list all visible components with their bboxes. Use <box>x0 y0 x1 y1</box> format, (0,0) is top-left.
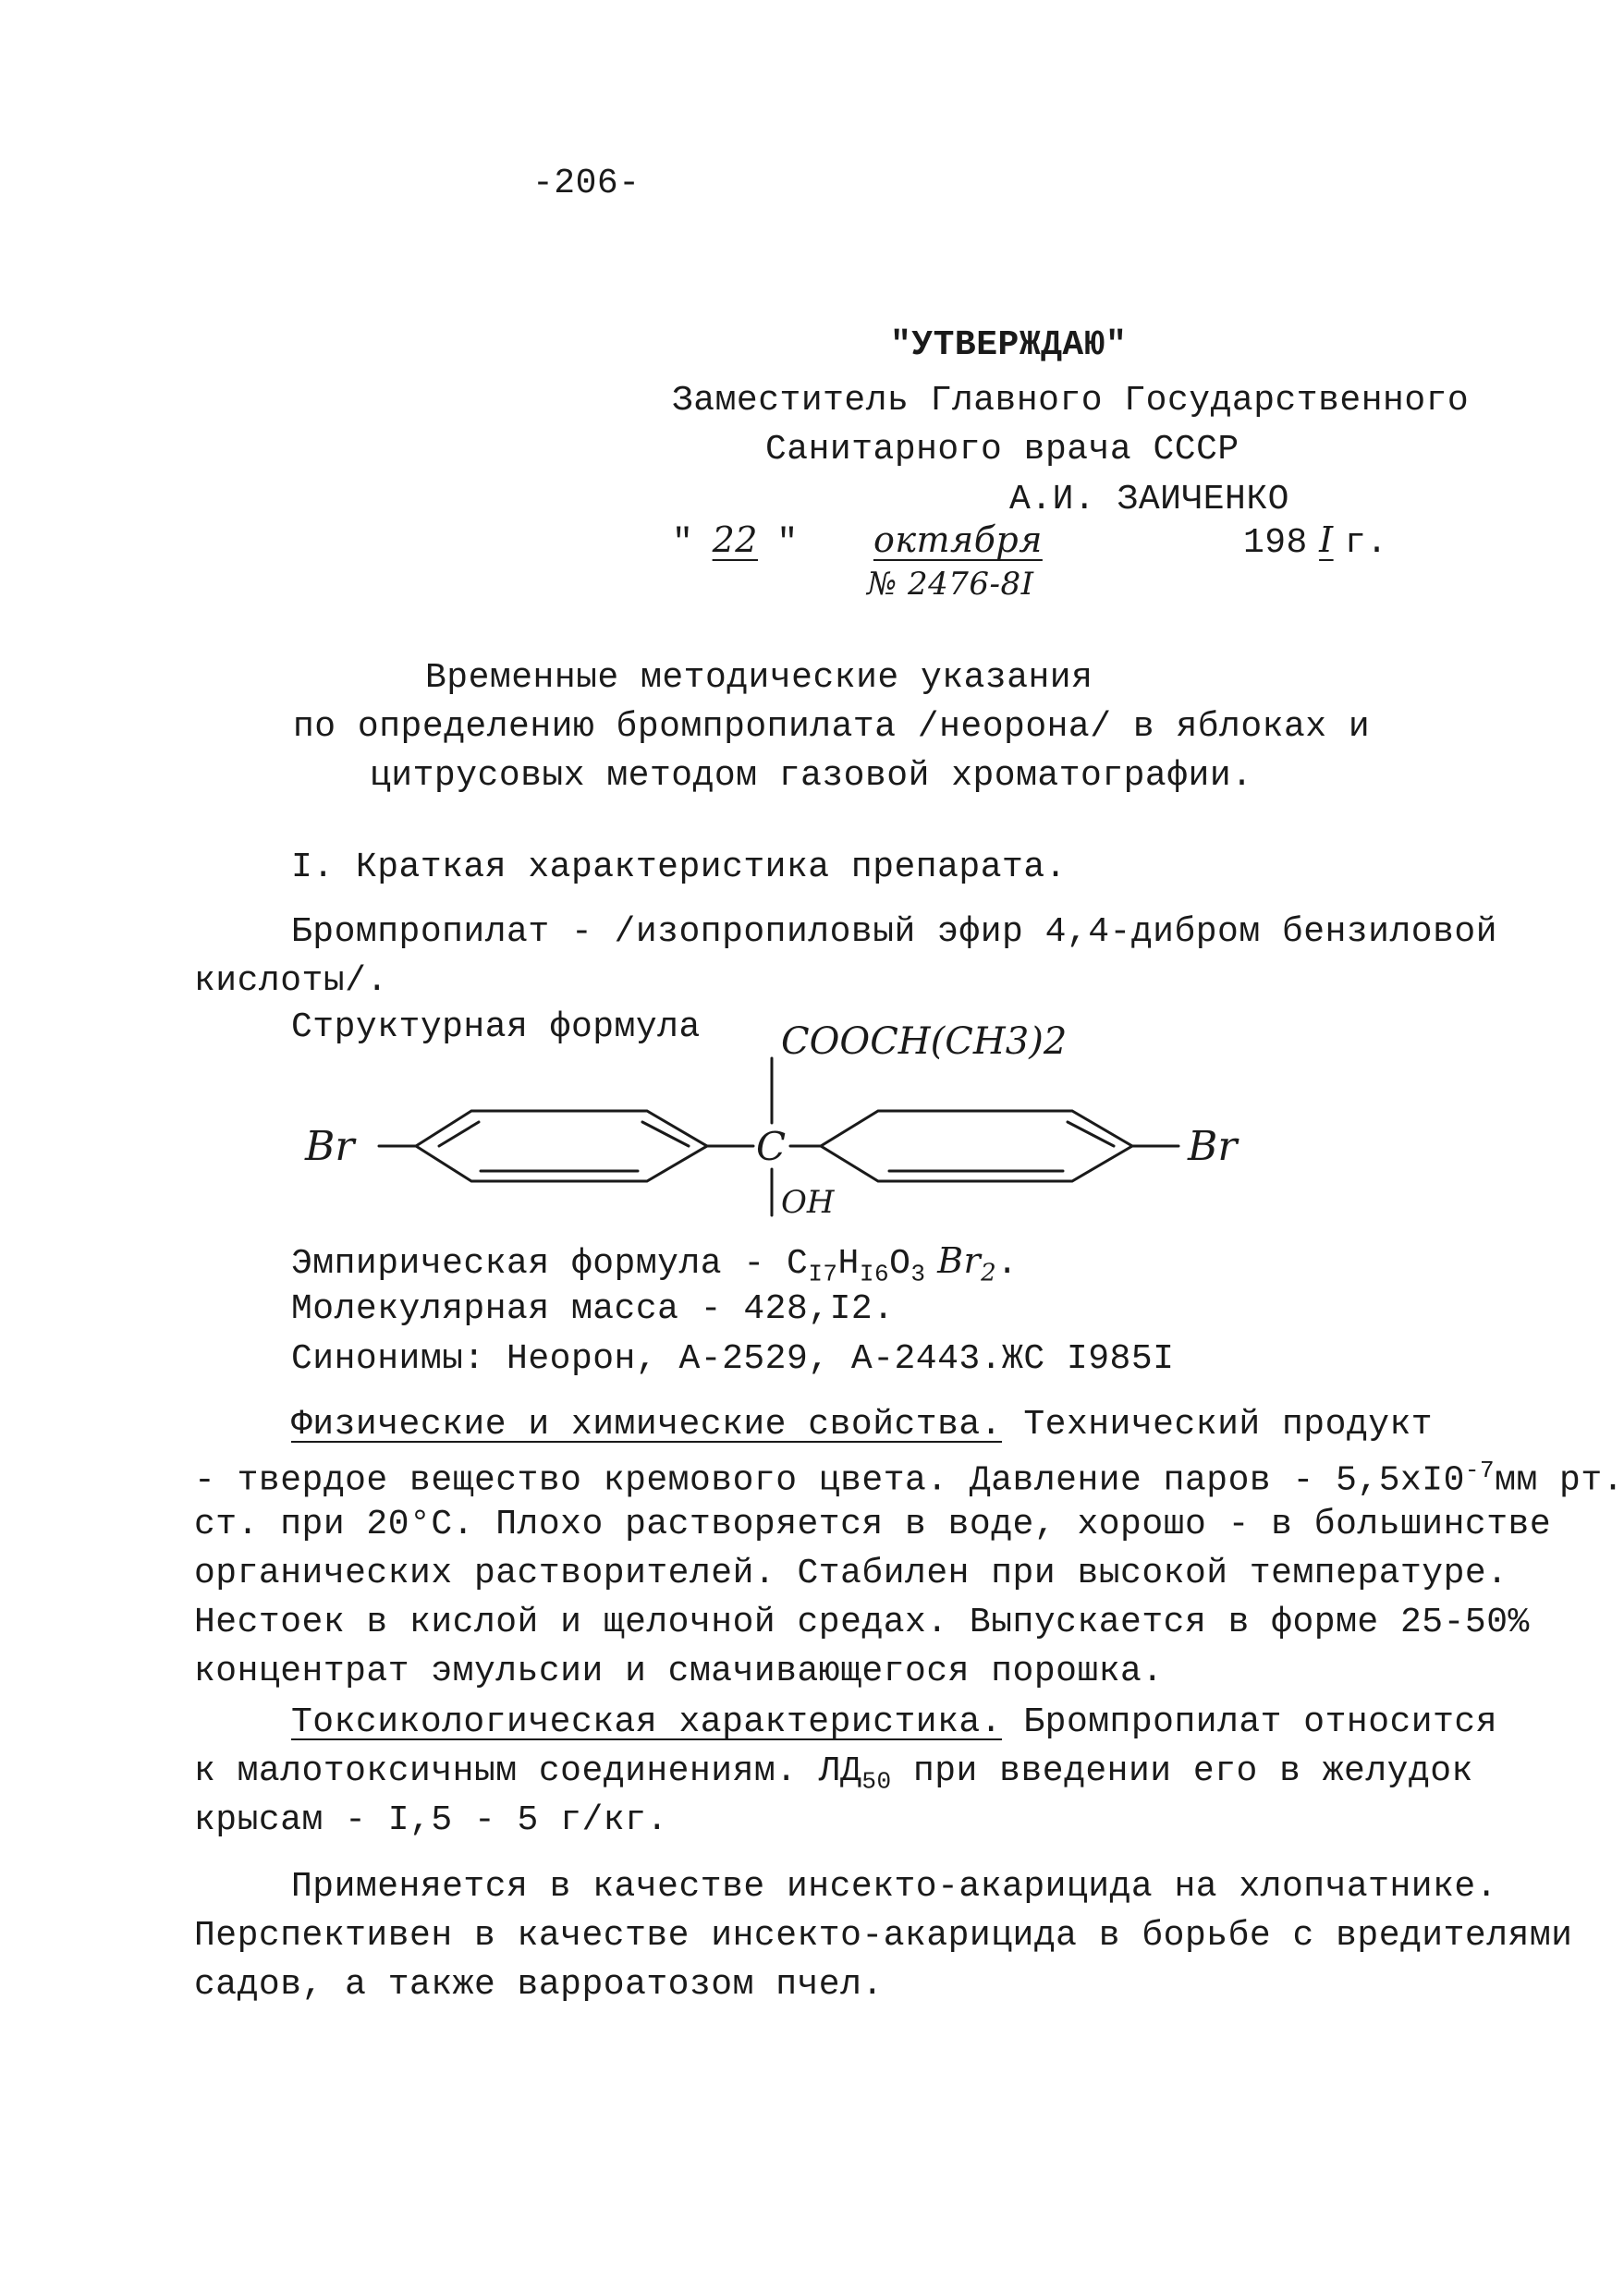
application-line1: Применяется в качестве инсекто-акарицида на хлопчатнике. <box>291 1867 1498 1907</box>
empirical-c-count: I7 <box>808 1260 838 1288</box>
toxicology-line1-rest: Бромпропилат относится <box>1002 1702 1498 1742</box>
toxicology-line2-text: к малотоксичным соединениям. ЛД <box>194 1751 862 1791</box>
title-line2: по определению бромпропилата /неорона/ в яблоках и <box>293 707 1371 747</box>
structural-formula <box>277 1007 1294 1220</box>
toxicology-line2-rest: при введении его в желудок <box>891 1751 1473 1791</box>
properties-line6: концентрат эмульсии и смачивающегося порошка. <box>194 1652 1164 1691</box>
approval-date <box>672 519 1388 563</box>
date-year-prefix: 198 <box>1242 523 1308 563</box>
properties-line2-text: - твердое вещество кремового цвета. Давление паров - 5,5xI0 <box>194 1460 1465 1501</box>
empirical-o-count: 3 <box>910 1260 926 1288</box>
empirical-end: . <box>996 1244 1019 1284</box>
properties-line2 <box>194 1458 1624 1499</box>
properties-line5: Нестоек в кислой и щелочной средах. Выпускается в форме 25-50% <box>194 1603 1530 1642</box>
toxicology-line3: крысам - I,5 - 5 г/кг. <box>194 1800 668 1840</box>
formula-top-group: COOCH(CH3)2 <box>781 1020 1068 1063</box>
properties-line3: ст. при 20°С. Плохо растворяется в воде, хорошо - в большинстве <box>194 1505 1552 1544</box>
title-line1: Временные методические указания <box>425 658 1093 698</box>
empirical-br-count: 2 <box>981 1259 997 1287</box>
formula-center-c: C <box>756 1124 787 1169</box>
properties-heading: Физические и химические свойства. <box>291 1405 1003 1445</box>
empirical-o: O <box>889 1244 911 1284</box>
structural-formula-label: Структурная формула <box>291 1007 701 1047</box>
properties-line2-unit: мм рт. <box>1495 1460 1624 1501</box>
approval-name: А.И. ЗАИЧЕНКО <box>1009 480 1289 519</box>
formula-left-br: Br <box>305 1123 355 1170</box>
approval-number: № 2476-8I <box>867 566 1034 603</box>
toxicology-line2 <box>194 1751 1473 1796</box>
application-line3: садов, а также варроатозом пчел. <box>194 1965 884 2005</box>
empirical-h: H <box>837 1244 860 1284</box>
ld50-subscript: 50 <box>861 1767 892 1796</box>
empirical-c: C <box>787 1244 809 1284</box>
section1-heading: I. Краткая характеристика препарата. <box>291 848 1067 887</box>
molecular-mass: Молекулярная масса - 428,I2. <box>291 1289 895 1329</box>
date-day: 22 <box>712 519 758 560</box>
approval-position-line2: Санитарного врача СССР <box>765 430 1239 470</box>
properties-line1 <box>291 1405 1434 1445</box>
toxicology-line1 <box>291 1702 1498 1742</box>
page-number: -206- <box>532 164 641 203</box>
date-close-quote: " <box>776 523 799 563</box>
left-ring-double-bond-2 <box>642 1122 689 1146</box>
approval-position-line1: Заместитель Главного Государственного <box>672 381 1470 421</box>
right-ring-double-bond-1 <box>1068 1122 1114 1146</box>
formula-bottom-group: OH <box>781 1184 835 1221</box>
pressure-exponent: -7 <box>1464 1457 1496 1484</box>
properties-line1-rest: Технический продукт <box>1002 1405 1434 1445</box>
date-month: октября <box>873 519 1043 560</box>
description-line2: кислоты/. <box>194 961 388 1001</box>
synonyms: Синонимы: Неорон, А-2529, А-2443.ЖС I985I <box>291 1339 1175 1379</box>
description-line1: Бромпропилат - /изопропиловый эфир 4,4-дибром бензиловой <box>291 912 1498 952</box>
application-line2: Перспективен в качестве инсекто-акарицида в борьбе с вредителями <box>194 1916 1573 1956</box>
formula-right-br: Br <box>1188 1123 1238 1170</box>
empirical-br: Br <box>925 1240 982 1281</box>
toxicology-heading: Токсикологическая характеристика. <box>291 1702 1003 1742</box>
title-line3: цитрусовых методом газовой хроматографии. <box>370 756 1253 796</box>
date-open-quote: " <box>672 523 694 563</box>
empirical-formula <box>291 1240 1019 1288</box>
approval-title: "УТВЕРЖДАЮ" <box>890 325 1128 365</box>
empirical-h-count: I6 <box>859 1260 890 1288</box>
date-year-suffix: I <box>1319 519 1334 560</box>
empirical-label: Эмпирическая формула - <box>291 1244 787 1284</box>
date-year-unit: г. <box>1344 523 1388 563</box>
left-ring-double-bond-1 <box>439 1122 479 1146</box>
properties-line4: органических растворителей. Стабилен при высокой температуре. <box>194 1554 1508 1593</box>
